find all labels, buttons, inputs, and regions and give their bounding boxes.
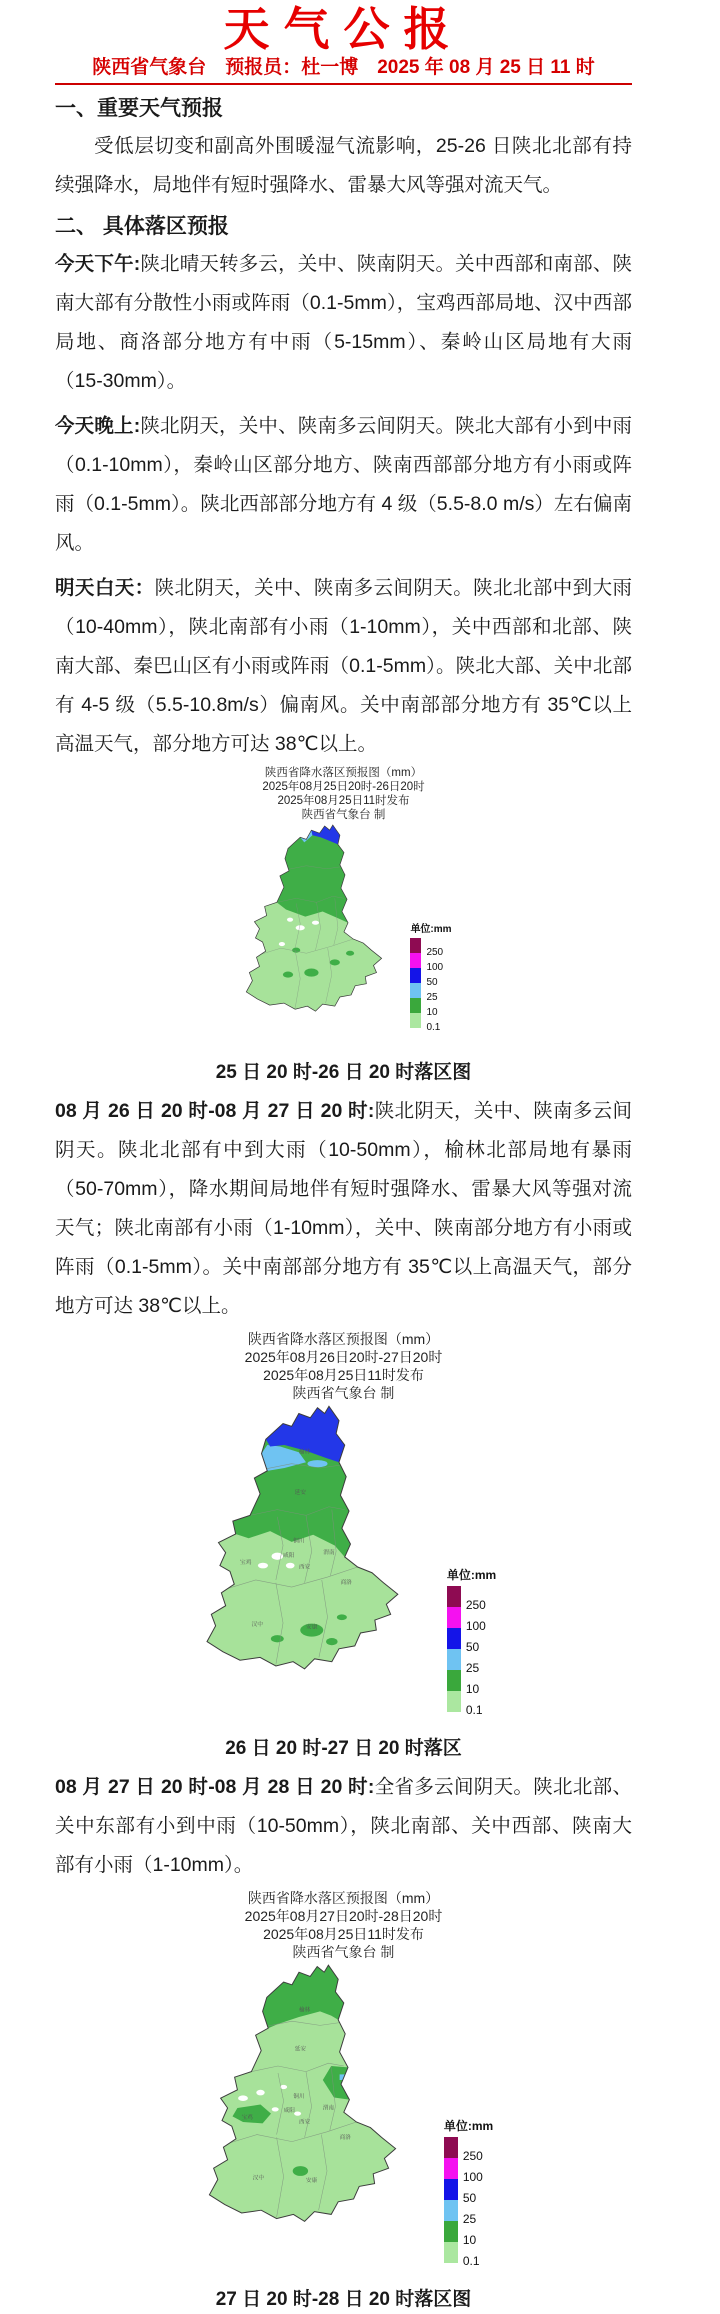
forecast-afternoon-body: 陕北晴天转多云，关中、陕南阴天。关中西部和南部、陕南大部有分散性小雨或阵雨（0.1-5mm），宝鸡西部局地、汉中西部局地、商洛部分地方有中雨（5-15mm）、秦岭山区局地有大雨（15-30mm）。 [55, 253, 632, 392]
legend-swatch-100 [410, 953, 421, 968]
svg-text:铜川: 铜川 [293, 2094, 305, 2101]
forecast-tonight-lead: 今天晚上: [55, 415, 141, 437]
legend-swatch-25 [444, 2200, 458, 2221]
map-block-2 [55, 1330, 632, 1762]
map-2-header [55, 1330, 632, 1402]
map-1-legend: 单位:mm 250 100 50 25 10 0.1 [410, 924, 452, 1033]
map-3-period: 2025年08月27日20时-28日20时 [244, 1908, 443, 1924]
map-2-producer: 陕西省气象台 制 [292, 1385, 395, 1401]
svg-text:渭南: 渭南 [323, 1550, 335, 1557]
map-1-producer: 陕西省气象台 制 [301, 809, 386, 821]
map-1-caption: 25 日 20 时-26 日 20 时落区图 [215, 1062, 472, 1083]
forecast-tomorrow-body: 陕北阴天，关中、陕南多云间阴天。陕北北部中到大雨（10-40mm），陕北南部有小雨（1-10mm），关中西部和北部、陕南大部、秦巴山区有小雨或阵雨（0.1-5mm）。陕北大部、关中北部有 4-5 级（5.5-10.8m/s）偏南风。关中南部部分地方有 35℃以上高温天气，部分地方可达 38℃以上。 [55, 577, 632, 755]
page-title: 天气公报 [223, 3, 464, 55]
map-block-1 [55, 766, 632, 1086]
map-3-producer: 陕西省气象台 制 [292, 1944, 395, 1960]
map-block-3 [55, 1889, 632, 2313]
map-3-legend: 单位:mm 250 100 50 25 10 0.1 [443, 2119, 494, 2268]
svg-text:渭南: 渭南 [322, 2105, 334, 2112]
legend-swatch-10 [444, 2221, 458, 2242]
forecast-tomorrow-lead: 明天白天： [55, 577, 155, 599]
section-1-heading: 一、重要天气预报 [55, 97, 223, 120]
legend-swatch-25 [447, 1649, 461, 1670]
legend-swatch-100 [447, 1607, 461, 1628]
forecast-aug27-lead: 08 月 27 日 20 时-08 月 28 日 20 时: [55, 1776, 375, 1798]
map-3-header [55, 1889, 632, 1961]
svg-text:汉中: 汉中 [251, 1621, 263, 1628]
map-1-header [55, 766, 632, 822]
svg-text:西安: 西安 [298, 1564, 311, 1571]
legend-swatch-10 [410, 998, 421, 1013]
legend-swatch-50 [447, 1628, 461, 1649]
map-1-title: 陕西省降水落区预报图（mm） [264, 767, 423, 779]
legend-swatch-100 [444, 2158, 458, 2179]
map-2-title: 陕西省降水落区预报图（mm） [247, 1331, 440, 1347]
forecast-aug27 [55, 1768, 632, 1885]
svg-text:宝鸡: 宝鸡 [241, 2115, 253, 2122]
precipitation-map-2 [191, 1402, 421, 1732]
section-2-heading: 二、 具体落区预报 [55, 215, 229, 238]
svg-text:咸阳: 咸阳 [283, 2108, 295, 2115]
map-2-legend: 单位:mm 250 100 50 25 10 0.1 [446, 1568, 497, 1717]
svg-text:延安: 延安 [294, 2046, 306, 2053]
legend-swatch-01 [444, 2242, 458, 2263]
svg-text:延安: 延安 [294, 1489, 306, 1496]
svg-text:商洛: 商洛 [339, 2134, 351, 2141]
svg-text:咸阳: 咸阳 [282, 1552, 295, 1559]
important-weather-paragraph: 受低层切变和副高外围暖湿气流影响，25-26 日陕北北部有持续强降水，局地伴有短时强降水、雷暴大风等强对流天气。 [55, 135, 632, 196]
svg-text:汉中: 汉中 [252, 2175, 264, 2182]
issuer-line: 陕西省气象台 预报员：杜一博 2025 年 08 月 25 日 11 时 [55, 56, 632, 85]
legend-swatch-25 [410, 983, 421, 998]
svg-text:安康: 安康 [305, 2178, 318, 2185]
legend-swatch-50 [444, 2179, 458, 2200]
legend-swatch-01 [447, 1691, 461, 1712]
legend-unit-label: 单位:mm [410, 924, 452, 935]
svg-text:宝鸡: 宝鸡 [239, 1560, 252, 1567]
forecast-aug26 [55, 1092, 632, 1326]
legend-swatch-250 [410, 938, 421, 953]
legend-swatch-50 [410, 968, 421, 983]
map-1-period: 2025年08月25日20时-26日20时 [262, 781, 425, 793]
svg-text:安康: 安康 [305, 1624, 318, 1631]
precipitation-map-1 [235, 822, 398, 1056]
map-2-period: 2025年08月26日20时-27日20时 [244, 1349, 443, 1365]
svg-text:铜川: 铜川 [292, 1538, 305, 1545]
svg-text:榆林: 榆林 [298, 2007, 311, 2014]
forecast-aug27-body: 全省多云间阴天。陕北北部、关中东部有小到中雨（10-50mm），陕北南部、关中西部、陕南大部有小雨（1-10mm）。 [55, 1776, 632, 1876]
precipitation-map-3 [194, 1961, 418, 2283]
map-3-title: 陕西省降水落区预报图（mm） [247, 1890, 440, 1906]
svg-text:商洛: 商洛 [340, 1580, 352, 1587]
legend-unit-label: 单位:mm [446, 1568, 497, 1582]
legend-swatch-250 [447, 1586, 461, 1607]
forecast-tonight [55, 407, 632, 563]
map-2-issued: 2025年08月25日11时发布 [263, 1367, 424, 1383]
legend-swatch-250 [444, 2137, 458, 2158]
forecast-tomorrow [55, 569, 632, 764]
svg-text:榆林: 榆林 [298, 1449, 311, 1456]
forecast-afternoon [55, 245, 632, 401]
svg-text:西安: 西安 [298, 2119, 311, 2126]
map-1-issued: 2025年08月25日11时发布 [277, 795, 410, 807]
forecast-tonight-body: 陕北阴天，关中、陕南多云间阴天。陕北大部有小到中雨（0.1-10mm），秦岭山区部分地方、陕南西部部分地方有小雨或阵雨（0.1-5mm）。陕北西部部分地方有 4 级（5.5-8.0 m/s）左右偏南风。 [55, 415, 632, 554]
legend-swatch-10 [447, 1670, 461, 1691]
forecast-aug26-lead: 08 月 26 日 20 时-08 月 27 日 20 时: [55, 1100, 375, 1122]
map-2-caption: 26 日 20 时-27 日 20 时落区 [225, 1738, 462, 1759]
forecast-afternoon-lead: 今天下午: [55, 253, 141, 275]
legend-unit-label: 单位:mm [443, 2119, 494, 2133]
map-3-caption: 27 日 20 时-28 日 20 时落区图 [215, 2289, 472, 2310]
legend-swatch-01 [410, 1013, 421, 1028]
map-3-issued: 2025年08月25日11时发布 [263, 1926, 424, 1942]
forecast-aug26-body: 陕北阴天，关中、陕南多云间阴天。陕北北部有中到大雨（10-50mm），榆林北部局地有暴雨（50-70mm），降水期间局地伴有短时强降水、雷暴大风等强对流天气；陕北南部有小雨（1-10mm），关中、陕南部分地方有小雨或阵雨（0.1-5mm）。关中南部部分地方有 35℃以上高温天气，部分地方可达 38℃以上。 [55, 1100, 632, 1317]
